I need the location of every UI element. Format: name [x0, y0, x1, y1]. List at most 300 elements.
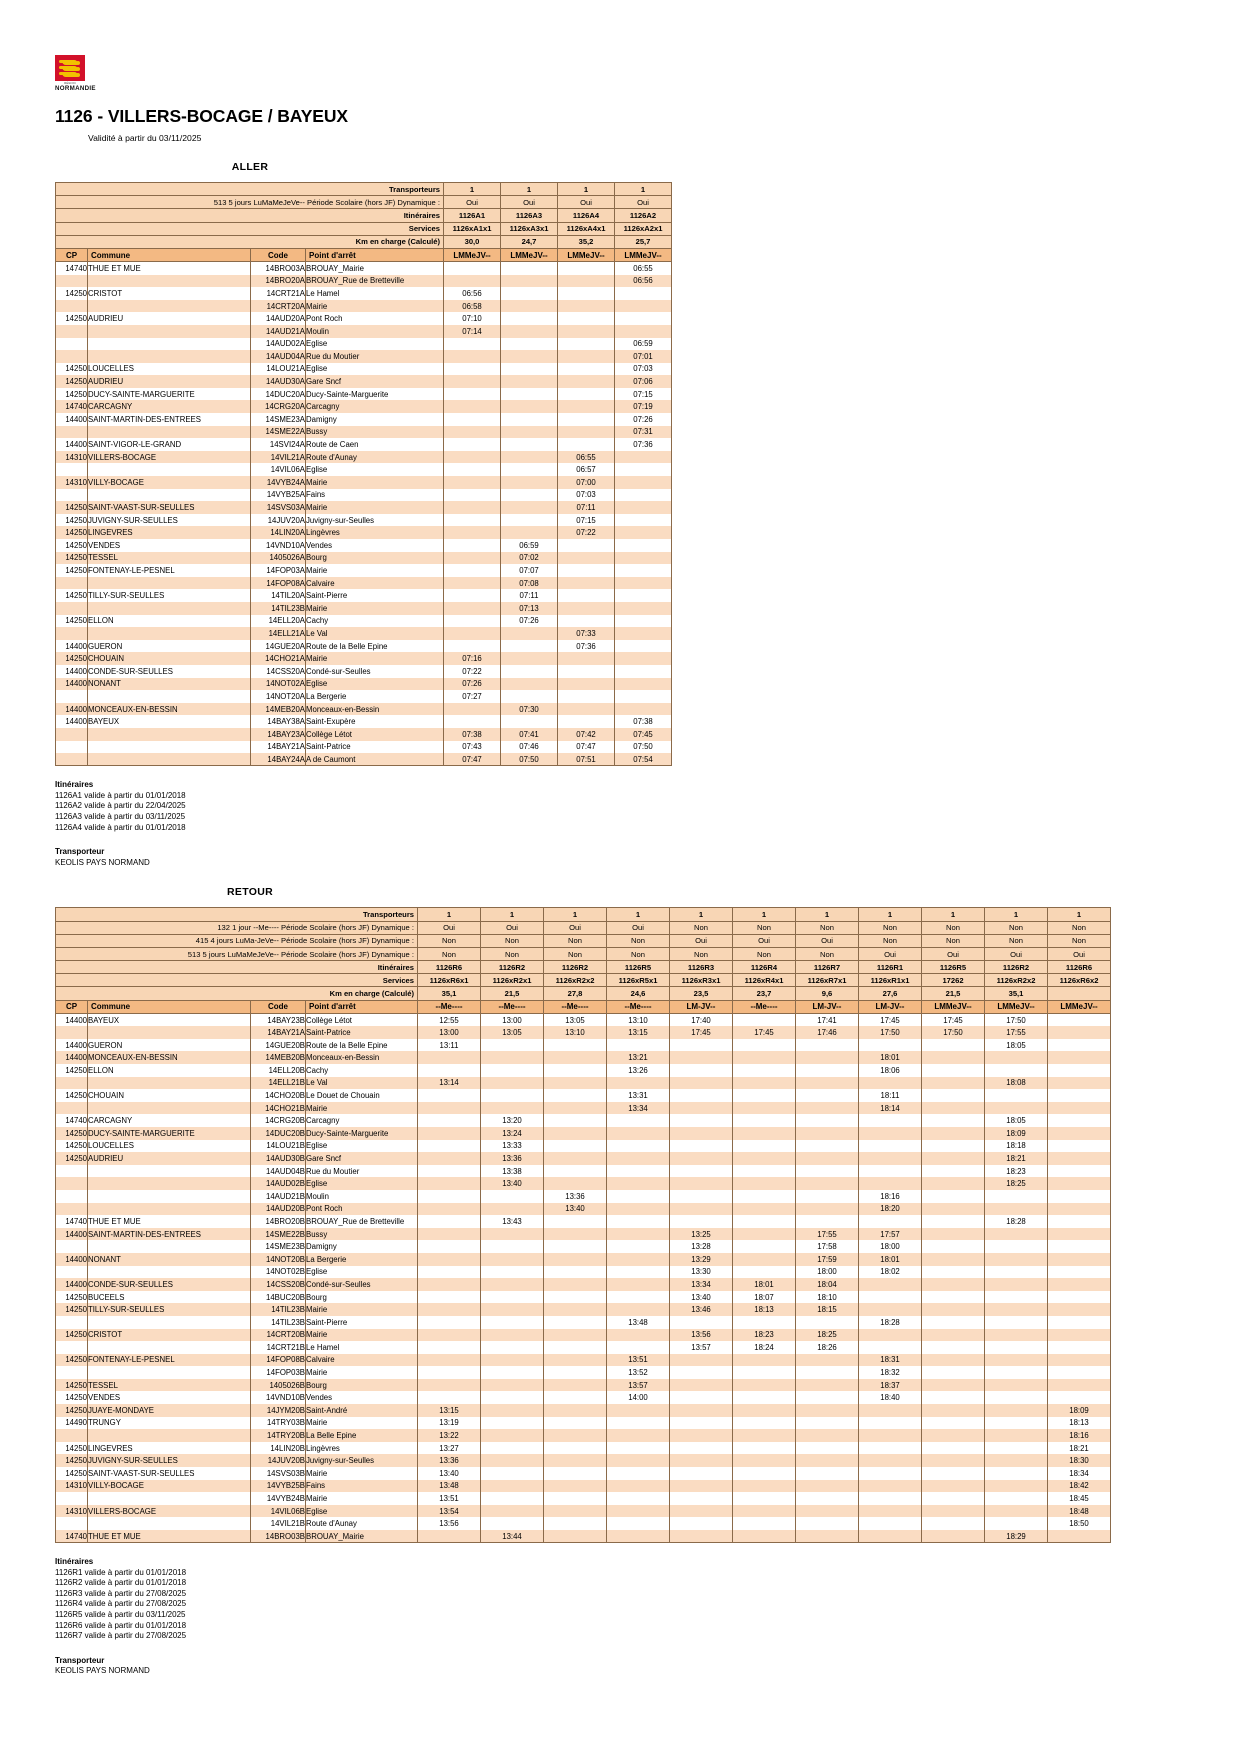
table-row — [56, 1291, 1111, 1304]
retour-cell-time — [1048, 1379, 1111, 1392]
retour-cell-time — [1048, 1190, 1111, 1203]
retour-cell-time — [985, 1492, 1048, 1505]
aller-cell-stop: Eglise — [306, 338, 444, 351]
retour-cell-time — [733, 1165, 796, 1178]
retour-cell-time — [985, 1102, 1048, 1115]
aller-cell-time — [615, 564, 672, 577]
aller-cell-stop: Cachy — [306, 615, 444, 628]
table-row — [56, 514, 672, 527]
aller-cell-time — [444, 577, 501, 590]
retour-cell-time — [859, 1442, 922, 1455]
retour-cell-code: 1405026B — [251, 1379, 306, 1392]
retour-cell-code: 14BRO20B — [251, 1215, 306, 1228]
table-row — [56, 1089, 1111, 1102]
retour-cell-time — [544, 1391, 607, 1404]
retour-header-value: Non — [544, 947, 607, 960]
retour-cell-time — [670, 1354, 733, 1367]
retour-header-label: 132 1 jour --Me---- Période Scolaire (hors JF) Dynamique : — [56, 921, 418, 934]
retour-header-value: 1126xR2x2 — [544, 974, 607, 987]
retour-header-value: 23,5 — [670, 987, 733, 1000]
aller-cell-time — [501, 463, 558, 476]
aller-cell-stop: Mairie — [306, 476, 444, 489]
retour-cell-time — [796, 1316, 859, 1329]
retour-cell-time — [544, 1341, 607, 1354]
aller-cell-time — [615, 463, 672, 476]
aller-header-value: 30,0 — [444, 235, 501, 248]
retour-cell-time — [796, 1480, 859, 1493]
retour-cell-time — [922, 1253, 985, 1266]
retour-cell-time: 13:40 — [670, 1291, 733, 1304]
retour-cell-time — [922, 1341, 985, 1354]
retour-cell-time — [859, 1291, 922, 1304]
aller-header-value: 1126xA3x1 — [501, 222, 558, 235]
retour-cell-code: 14TRY20B — [251, 1429, 306, 1442]
retour-cell-commune: TILLY-SUR-SEULLES — [88, 1303, 251, 1316]
aller-header-value: 25,7 — [615, 235, 672, 248]
retour-day-pattern: --Me---- — [418, 1000, 481, 1014]
aller-cell-stop: Pont Roch — [306, 312, 444, 325]
retour-day-pattern: LMMeJV-- — [922, 1000, 985, 1014]
table-row — [56, 338, 672, 351]
table-row — [56, 426, 672, 439]
aller-cell-commune: MONCEAUX-EN-BESSIN — [88, 703, 251, 716]
retour-cell-cp: 14250 — [56, 1442, 88, 1455]
aller-cell-time — [501, 413, 558, 426]
aller-header-label: Km en charge (Calculé) — [56, 235, 444, 248]
aller-cell-cp: 14400 — [56, 678, 88, 691]
retour-cell-time — [796, 1379, 859, 1392]
aller-cell-code: 14SME22A — [251, 426, 306, 439]
retour-cell-time — [418, 1140, 481, 1153]
retour-header-value: 1126xR2x1 — [481, 974, 544, 987]
retour-cell-time — [985, 1391, 1048, 1404]
aller-header-value: Oui — [558, 196, 615, 209]
retour-timetable — [55, 907, 1111, 1543]
retour-cell-time — [1048, 1266, 1111, 1279]
retour-header-value: 1 — [607, 908, 670, 921]
aller-cell-cp — [56, 602, 88, 615]
table-row — [56, 741, 672, 754]
retour-cell-time — [481, 1064, 544, 1077]
retour-cell-time — [733, 1517, 796, 1530]
retour-header-value: Oui — [670, 934, 733, 947]
retour-cell-time: 13:36 — [481, 1152, 544, 1165]
aller-cell-commune: SAINT-VIGOR-LE-GRAND — [88, 438, 251, 451]
retour-header-value: Non — [922, 934, 985, 947]
retour-cell-code: 14AUD30B — [251, 1152, 306, 1165]
aller-cell-stop: Fains — [306, 489, 444, 502]
retour-itineraire-line: 1126R6 valide à partir du 01/01/2018 — [55, 1620, 187, 1630]
retour-cell-time: 13:15 — [607, 1026, 670, 1039]
retour-cell-time: 18:45 — [1048, 1492, 1111, 1505]
retour-header-label: Services — [56, 974, 418, 987]
retour-header-value: 35,1 — [985, 987, 1048, 1000]
retour-cell-code: 14BRO03B — [251, 1530, 306, 1543]
table-row — [56, 1379, 1111, 1392]
retour-cell-time — [670, 1467, 733, 1480]
retour-cell-time — [922, 1291, 985, 1304]
retour-cell-stop: Mairie — [306, 1303, 418, 1316]
region-normandie-logo — [55, 55, 96, 92]
retour-cell-time: 18:31 — [859, 1354, 922, 1367]
retour-cell-code: 14BAY21A — [251, 1026, 306, 1039]
aller-cell-stop: Mairie — [306, 652, 444, 665]
retour-cell-code: 14FOP08B — [251, 1354, 306, 1367]
retour-cell-time — [418, 1366, 481, 1379]
retour-header-value: Oui — [607, 921, 670, 934]
aller-cell-time — [558, 300, 615, 313]
retour-cell-time — [796, 1102, 859, 1115]
aller-cell-time: 06:59 — [501, 539, 558, 552]
retour-cell-code: 14CSS20B — [251, 1278, 306, 1291]
aller-itineraires-title: Itinéraires — [55, 780, 94, 790]
aller-cell-stop: Moulin — [306, 325, 444, 338]
retour-transporteur-title: Transporteur — [55, 1655, 105, 1665]
retour-cell-time — [418, 1291, 481, 1304]
retour-cell-time — [1048, 1077, 1111, 1090]
retour-cell-time — [1048, 1014, 1111, 1027]
retour-cell-code: 14FOP03B — [251, 1366, 306, 1379]
retour-cell-time — [796, 1127, 859, 1140]
retour-cell-time: 17:57 — [859, 1228, 922, 1241]
aller-cell-time: 07:08 — [501, 577, 558, 590]
aller-cell-time — [558, 652, 615, 665]
aller-cell-time — [501, 665, 558, 678]
retour-cell-time — [796, 1114, 859, 1127]
retour-cell-time: 18:01 — [859, 1051, 922, 1064]
retour-cell-time — [418, 1215, 481, 1228]
aller-cell-time — [615, 602, 672, 615]
aller-cell-code: 14LIN20A — [251, 526, 306, 539]
retour-cell-stop: Damigny — [306, 1240, 418, 1253]
retour-cell-commune: VILLY-BOCAGE — [88, 1480, 251, 1493]
table-row — [56, 1492, 1111, 1505]
retour-cell-stop: Mairie — [306, 1329, 418, 1342]
retour-cell-time — [544, 1228, 607, 1241]
retour-cell-time — [796, 1517, 859, 1530]
aller-cell-cp: 14250 — [56, 526, 88, 539]
retour-cell-time — [859, 1341, 922, 1354]
aller-cell-time: 07:06 — [615, 375, 672, 388]
aller-cell-commune: VILLERS-BOCAGE — [88, 451, 251, 464]
retour-cell-stop: Bussy — [306, 1228, 418, 1241]
retour-cell-time — [670, 1215, 733, 1228]
aller-cell-code: 14NOT20A — [251, 690, 306, 703]
retour-header-value: 1 — [859, 908, 922, 921]
retour-cell-time: 13:40 — [418, 1467, 481, 1480]
retour-cell-time: 18:26 — [796, 1341, 859, 1354]
retour-cell-time: 18:14 — [859, 1102, 922, 1115]
retour-cell-time — [922, 1203, 985, 1216]
retour-cell-code: 14JUV20B — [251, 1454, 306, 1467]
retour-cell-time: 13:33 — [481, 1140, 544, 1153]
retour-cell-time — [607, 1329, 670, 1342]
table-row — [56, 615, 672, 628]
retour-cell-time — [859, 1127, 922, 1140]
retour-cell-time — [418, 1240, 481, 1253]
retour-day-pattern: LMMeJV-- — [1048, 1000, 1111, 1014]
aller-transporteur-name: KEOLIS PAYS NORMAND — [55, 857, 150, 867]
retour-header-value: Non — [481, 947, 544, 960]
aller-cell-time: 07:26 — [615, 413, 672, 426]
retour-cell-stop: Juvigny-sur-Seulles — [306, 1454, 418, 1467]
retour-cell-time — [922, 1429, 985, 1442]
retour-cell-time: 18:09 — [1048, 1404, 1111, 1417]
aller-cell-time: 07:03 — [615, 363, 672, 376]
aller-header-value: 1126A3 — [501, 209, 558, 222]
aller-cell-stop: Collège Létot — [306, 728, 444, 741]
retour-cell-time — [544, 1051, 607, 1064]
aller-cell-time — [444, 375, 501, 388]
retour-cell-code: 14VIL21B — [251, 1517, 306, 1530]
aller-cell-commune — [88, 602, 251, 615]
aller-cell-time: 07:42 — [558, 728, 615, 741]
retour-cell-time — [670, 1177, 733, 1190]
aller-header-value: 1126A2 — [615, 209, 672, 222]
retour-cell-time — [922, 1140, 985, 1153]
retour-cell-time: 18:34 — [1048, 1467, 1111, 1480]
retour-header-value: 1 — [481, 908, 544, 921]
retour-cell-cp — [56, 1492, 88, 1505]
retour-cell-time: 17:55 — [796, 1228, 859, 1241]
aller-cell-time — [444, 438, 501, 451]
aller-cell-time — [558, 275, 615, 288]
table-row — [56, 539, 672, 552]
retour-cell-time — [418, 1177, 481, 1190]
retour-cell-time — [418, 1051, 481, 1064]
aller-cell-stop: BROUAY_Rue de Bretteville — [306, 275, 444, 288]
retour-cell-time — [481, 1366, 544, 1379]
aller-cell-time — [558, 577, 615, 590]
aller-cell-cp: 14250 — [56, 615, 88, 628]
aller-cell-time: 06:55 — [558, 451, 615, 464]
aller-cell-time: 07:11 — [558, 501, 615, 514]
aller-cell-code: 14VND10A — [251, 539, 306, 552]
aller-cell-code: 14AUD04A — [251, 350, 306, 363]
aller-cell-time — [501, 690, 558, 703]
retour-cell-time — [418, 1303, 481, 1316]
aller-cell-commune: ELLON — [88, 615, 251, 628]
retour-cell-commune: THUE ET MUE — [88, 1215, 251, 1228]
table-row — [56, 1203, 1111, 1216]
aller-cell-code: 14SVS03A — [251, 501, 306, 514]
retour-header-value: 1 — [544, 908, 607, 921]
retour-itineraires-title: Itinéraires — [55, 1557, 94, 1567]
retour-cell-time: 18:07 — [733, 1291, 796, 1304]
retour-cell-time — [859, 1114, 922, 1127]
retour-cell-time — [733, 1454, 796, 1467]
retour-cell-time — [796, 1354, 859, 1367]
retour-header-value: Non — [607, 934, 670, 947]
aller-cell-time — [501, 489, 558, 502]
aller-cell-time — [444, 489, 501, 502]
aller-cell-time — [615, 627, 672, 640]
aller-header-label: 513 5 jours LuMaMeJeVe-- Période Scolaire (hors JF) Dynamique : — [56, 196, 444, 209]
retour-cell-time — [733, 1379, 796, 1392]
retour-cell-time — [985, 1404, 1048, 1417]
aller-day-pattern: LMMeJV-- — [501, 248, 558, 262]
retour-cell-time — [796, 1530, 859, 1543]
aller-cell-stop: Mairie — [306, 501, 444, 514]
aller-cell-stop: Eglise — [306, 463, 444, 476]
retour-cell-time: 13:34 — [670, 1278, 733, 1291]
aller-cell-cp: 14740 — [56, 400, 88, 413]
aller-cell-time — [444, 514, 501, 527]
retour-cell-cp — [56, 1026, 88, 1039]
aller-cell-cp: 14250 — [56, 564, 88, 577]
retour-cell-time — [859, 1404, 922, 1417]
aller-cell-time — [558, 325, 615, 338]
retour-cell-commune — [88, 1492, 251, 1505]
retour-cell-time — [607, 1114, 670, 1127]
retour-header-row — [56, 908, 1111, 921]
retour-cell-time — [481, 1467, 544, 1480]
retour-cell-code: 14GUE20B — [251, 1039, 306, 1052]
table-row — [56, 287, 672, 300]
aller-cell-cp: 14250 — [56, 363, 88, 376]
aller-cell-stop: Mairie — [306, 564, 444, 577]
aller-cell-time — [444, 400, 501, 413]
retour-cell-time — [418, 1379, 481, 1392]
aller-cell-stop: A de Caumont — [306, 753, 444, 766]
retour-cell-time — [985, 1051, 1048, 1064]
retour-cell-cp — [56, 1316, 88, 1329]
aller-cell-time — [444, 451, 501, 464]
retour-cell-time — [607, 1165, 670, 1178]
aller-cell-time — [444, 350, 501, 363]
retour-cell-time — [481, 1291, 544, 1304]
aller-cell-code: 14GUE20A — [251, 640, 306, 653]
retour-header-row — [56, 974, 1111, 987]
retour-day-pattern: LMMeJV-- — [985, 1000, 1048, 1014]
table-row — [56, 1454, 1111, 1467]
retour-cell-time: 18:04 — [796, 1278, 859, 1291]
retour-cell-stop: Rue du Moutier — [306, 1165, 418, 1178]
retour-cell-commune — [88, 1165, 251, 1178]
retour-cell-time: 17:58 — [796, 1240, 859, 1253]
aller-cell-code: 14BRO03A — [251, 262, 306, 275]
retour-cell-time: 18:28 — [859, 1316, 922, 1329]
retour-cell-time: 13:29 — [670, 1253, 733, 1266]
retour-cell-time — [670, 1492, 733, 1505]
retour-cell-time — [922, 1480, 985, 1493]
aller-cell-time — [501, 312, 558, 325]
aller-cell-time — [501, 426, 558, 439]
normandy-flag-icon — [55, 55, 85, 81]
retour-cell-stop: Le Douet de Chouain — [306, 1089, 418, 1102]
aller-cell-commune: SAINT-MARTIN-DES-ENTREES — [88, 413, 251, 426]
retour-header-value: 1126xR7x1 — [796, 974, 859, 987]
table-row — [56, 350, 672, 363]
retour-header-value: 1126R4 — [733, 961, 796, 974]
retour-cell-time — [733, 1152, 796, 1165]
aller-cell-commune — [88, 463, 251, 476]
retour-cell-time — [922, 1127, 985, 1140]
aller-cell-commune — [88, 577, 251, 590]
retour-cell-code: 14NOT02B — [251, 1266, 306, 1279]
aller-cell-code: 14TIL20A — [251, 589, 306, 602]
table-row — [56, 451, 672, 464]
retour-cell-time — [481, 1354, 544, 1367]
table-row — [56, 1329, 1111, 1342]
retour-cell-time — [481, 1102, 544, 1115]
retour-cell-time: 18:09 — [985, 1127, 1048, 1140]
table-row — [56, 1077, 1111, 1090]
retour-cell-time — [985, 1303, 1048, 1316]
retour-cell-commune — [88, 1341, 251, 1354]
aller-col-commune: Commune — [88, 248, 251, 262]
retour-cell-stop: Le Hamel — [306, 1341, 418, 1354]
retour-cell-stop: La Belle Epine — [306, 1429, 418, 1442]
retour-itineraire-line: 1126R4 valide à partir du 27/08/2025 — [55, 1599, 187, 1609]
aller-cell-code: 14SME23A — [251, 413, 306, 426]
retour-cell-stop: Route de la Belle Epine — [306, 1039, 418, 1052]
retour-cell-time: 13:52 — [607, 1366, 670, 1379]
retour-cell-commune: VILLERS-BOCAGE — [88, 1505, 251, 1518]
table-row — [56, 1165, 1111, 1178]
retour-cell-time — [607, 1417, 670, 1430]
retour-cell-time — [544, 1442, 607, 1455]
retour-cell-time — [985, 1505, 1048, 1518]
table-row — [56, 1366, 1111, 1379]
aller-cell-stop: Lingèvres — [306, 526, 444, 539]
retour-cell-time — [796, 1190, 859, 1203]
retour-cell-cp: 14400 — [56, 1253, 88, 1266]
retour-cell-time: 18:25 — [985, 1177, 1048, 1190]
aller-cell-time — [501, 652, 558, 665]
retour-cell-time — [859, 1505, 922, 1518]
retour-cell-code: 14SME23B — [251, 1240, 306, 1253]
retour-cell-commune — [88, 1177, 251, 1190]
retour-header-value: 27,6 — [859, 987, 922, 1000]
retour-cell-time — [985, 1417, 1048, 1430]
aller-cell-cp: 14400 — [56, 703, 88, 716]
retour-cell-time — [544, 1278, 607, 1291]
retour-header-value: Oui — [1048, 947, 1111, 960]
retour-cell-time — [733, 1480, 796, 1493]
retour-header-value: 1 — [796, 908, 859, 921]
retour-cell-time — [670, 1039, 733, 1052]
retour-cell-time — [922, 1354, 985, 1367]
table-row — [56, 1026, 1111, 1039]
retour-cell-code: 14AUD21B — [251, 1190, 306, 1203]
aller-cell-stop: Bourg — [306, 552, 444, 565]
retour-header-value: Non — [859, 921, 922, 934]
retour-cell-time — [418, 1203, 481, 1216]
retour-cell-time: 17:46 — [796, 1026, 859, 1039]
retour-cell-time — [607, 1429, 670, 1442]
retour-cell-time — [1048, 1366, 1111, 1379]
retour-header-row — [56, 987, 1111, 1000]
aller-cell-time — [615, 539, 672, 552]
aller-cell-time — [501, 678, 558, 691]
retour-cell-time — [985, 1089, 1048, 1102]
retour-header-value: Oui — [418, 921, 481, 934]
aller-cell-time — [501, 287, 558, 300]
retour-cell-time: 14:00 — [607, 1391, 670, 1404]
retour-cell-time — [922, 1454, 985, 1467]
retour-cell-time — [733, 1253, 796, 1266]
retour-cell-stop: Eglise — [306, 1177, 418, 1190]
aller-cell-cp — [56, 753, 88, 766]
aller-cell-commune: AUDRIEU — [88, 375, 251, 388]
retour-cell-time: 13:14 — [418, 1077, 481, 1090]
table-row — [56, 300, 672, 313]
retour-cell-time — [544, 1140, 607, 1153]
retour-cell-time — [859, 1177, 922, 1190]
aller-cell-time: 07:47 — [558, 741, 615, 754]
aller-cell-commune — [88, 426, 251, 439]
